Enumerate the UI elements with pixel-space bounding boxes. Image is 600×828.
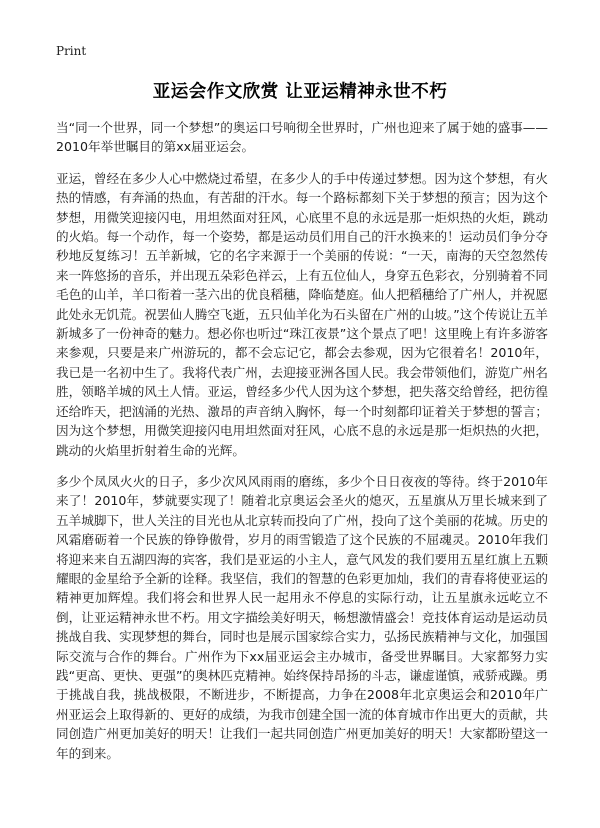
paragraph-dream: 亚运，曾经在多少人心中燃烧过希望，在多少人的手中传递过梦想。因为这个梦想，有火热的情感，有奔涌的热血，有苦甜的汗水。每一个路标都刻下关于梦想的预言；因为这个梦想，用微笑迎接闪电，用坦然面对狂风，心底里不息的永远是那一炬炽热的火炬，跳动的火焰。每一个动作，每一个姿势，都是运动员们用自己的汗水换来的！运动员们争分夺秒地反复练习！五羊新城，它的名字来源于一个美丽的传说：“一天，南海的天空忽然传来一阵悠扬的音乐，并出现五朵彩色祥云，上有五位仙人，身穿五色彩衣，分别骑着不同毛色的山羊，羊口衔着一茎六出的优良稻穗，降临楚庭。仙人把稻穗给了广州人，并祝愿此处永无饥荒。祝罢仙人腾空飞逝，五只仙羊化为石头留在广州的山坡。”这个传说让五羊新城多了一份神奇的魅力。想必你也听过“珠江夜景”这个景点了吧！这里晚上有许多游客来参观，只要是来广州游玩的，都不会忘记它，都会去参观，因为它很着名！2010年，我已是一名初中生了。我将代表广州，去迎接亚洲各国人民。我会带领他们，游览广州名胜，领略羊城的风土人情。亚运，曾经多少代人因为这个梦想，把失落交给曾经，把彷徨还给昨天，把汹涌的光热、激昂的声音纳入胸怀，每一个时刻都印证着关于梦想的誓言；因为这个梦想，用微笑迎接闪电用坦然面对狂风，心底不息的永远是那一炬炽热的火把，跳动的火焰里折射着生命的光辉。 (56, 170, 548, 458)
paragraph-2010: 多少个凤凤火火的日子，多少次风风雨雨的磨练，多少个日日夜夜的等待。终于2010年来了！2010年，梦就要实现了！随着北京奥运会圣火的熄灭，五星旗从万里长城来到了五羊城脚下，世人关注的目光也从北京转而投向了广州，投向了这个美丽的花城。历史的风霜磨砺着一个民族的铮铮傲骨，岁月的雨雪锻造了这个民族的不屈魂灵。2010年我们将迎来来自五湖四海的宾客，我们是亚运的小主人，意气风发的我们要用五星红旗上五颗耀眼的金星给予全新的诠释。我坚信，我们的智慧的色彩更加灿，我们的青春将使亚运的精神更加辉煌。我们将会和世界人民一起用永不停息的实际行动，让五星旗永远屹立不倒，让亚运精神永世不朽。用文字描绘美好明天，畅想激情盛会！竞技体育运动是运动员挑战自我、实现梦想的舞台，同时也是展示国家综合实力，弘扬民族精神与文化，加强国际交流与合作的舞台。广州作为下xx届亚运会主办城市，备受世界瞩目。大家都努力实践“更高、更快、更强”的奥林匹克精神。始终保持昂扬的斗志，谦虚谨慎，戒骄戒躁。勇于挑战自我，挑战极限，不断进步，不断提高，力争在2008年北京奥运会和2010年广州亚运会上取得新的、更好的成绩，为我市创建全国一流的体育城市作出更大的贡献，共同创造广州更加美好的明天！让我们一起共同创造广州更加美好的明天！大家都盼望这一年的到来。 (56, 473, 548, 761)
article-body (56, 118, 548, 775)
print-link[interactable]: Print (56, 44, 87, 58)
article-title: 亚运会作文欣赏 让亚运精神永世不朽 (152, 82, 448, 102)
paragraph-intro: 当“同一个世界，同一个梦想”的奥运口号响彻全世界时，广州也迎来了属于她的盛事——2010年举世瞩目的第xx届亚运会。 (56, 120, 548, 155)
